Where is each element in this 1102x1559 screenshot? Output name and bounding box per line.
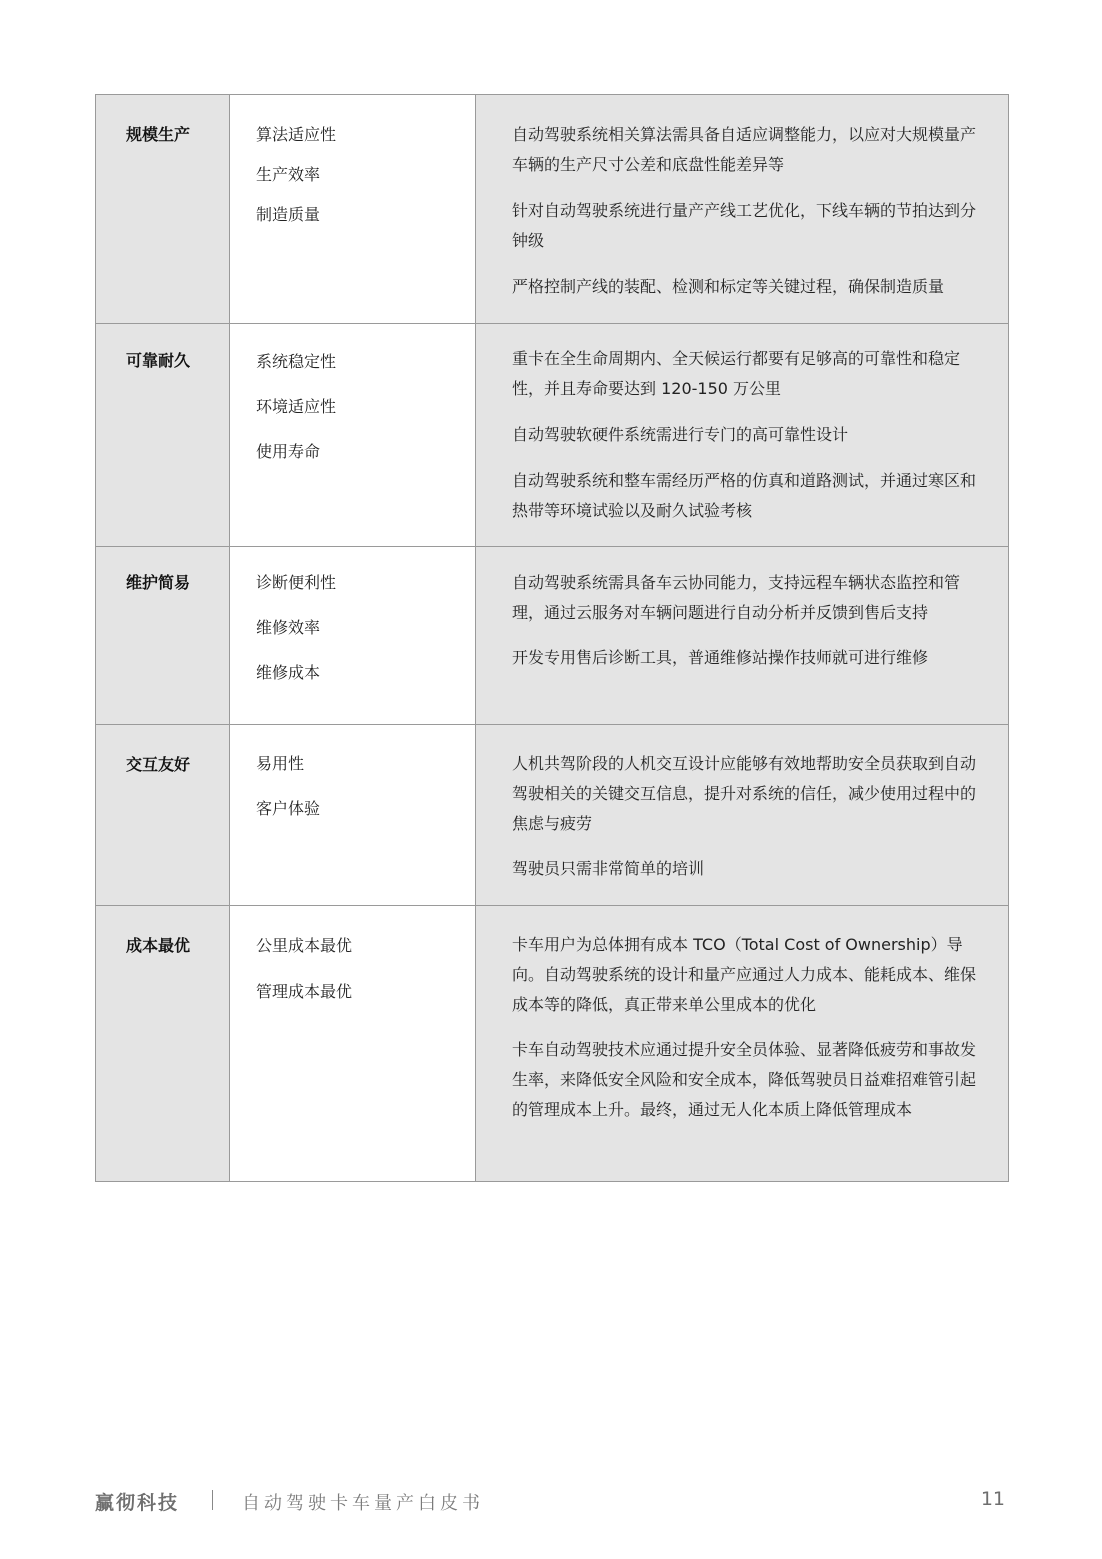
description-paragraph: 针对自动驾驶系统进行量产产线工艺优化，下线车辆的节拍达到分钟级 — [512, 201, 977, 250]
page-footer — [95, 1486, 1009, 1516]
description-paragraph: 重卡在全生命周期内、全天候运行都要有足够高的可靠性和稳定性，并且寿命要达到 120-150 万公里 — [512, 349, 961, 398]
subitem: 使用寿命 — [256, 442, 321, 461]
descriptions-cell — [476, 95, 1009, 324]
subitems-cell — [230, 324, 476, 547]
footer-document-title: 自动驾驶卡车量产白皮书 — [242, 1493, 484, 1514]
category-label: 维护简易 — [126, 573, 191, 592]
requirements-table — [95, 94, 1009, 1182]
subitem: 生产效率 — [256, 165, 321, 184]
subitem: 算法适应性 — [256, 125, 337, 144]
description-paragraph: 自动驾驶系统和整车需经历严格的仿真和道路测试，并通过寒区和热带等环境试验以及耐久试验考核 — [512, 471, 977, 520]
category-cell — [96, 324, 230, 547]
category-cell — [96, 725, 230, 906]
description-paragraph: 严格控制产线的装配、检测和标定等关键过程，确保制造质量 — [512, 277, 945, 296]
table-row — [96, 725, 1009, 906]
footer-divider — [212, 1490, 213, 1510]
subitem: 维修效率 — [256, 618, 321, 637]
table-row — [96, 547, 1009, 725]
description-paragraph: 人机共驾阶段的人机交互设计应能够有效地帮助安全员获取到自动驾驶相关的关键交互信息，提升对系统的信任，减少使用过程中的焦虑与疲劳 — [512, 754, 977, 833]
table-row — [96, 95, 1009, 324]
description-paragraph: 自动驾驶系统相关算法需具备自适应调整能力，以应对大规模量产车辆的生产尺寸公差和底盘性能差异等 — [512, 125, 977, 174]
subitem: 管理成本最优 — [256, 982, 353, 1001]
subitem: 维修成本 — [256, 663, 321, 682]
subitem: 制造质量 — [256, 205, 321, 224]
category-label: 可靠耐久 — [126, 351, 191, 370]
category-cell — [96, 95, 230, 324]
description-paragraph: 驾驶员只需非常简单的培训 — [512, 859, 705, 878]
table-row — [96, 906, 1009, 1182]
descriptions-cell — [476, 725, 1009, 906]
subitem: 易用性 — [256, 754, 305, 773]
table-row — [96, 324, 1009, 547]
description-paragraph: 自动驾驶软硬件系统需进行专门的高可靠性设计 — [512, 425, 849, 444]
subitem: 环境适应性 — [256, 397, 337, 416]
subitems-cell — [230, 95, 476, 324]
subitems-cell — [230, 906, 476, 1182]
category-label: 交互友好 — [126, 755, 191, 774]
description-paragraph: 卡车用户为总体拥有成本 TCO（Total Cost of Ownership）导向。自动驾驶系统的设计和量产应通过人力成本、能耗成本、维保成本等的降低，真正带来单公里成本的优化 — [512, 935, 977, 1014]
subitems-cell — [230, 547, 476, 725]
subitems-cell — [230, 725, 476, 906]
category-label: 规模生产 — [126, 125, 191, 144]
page-number: 11 — [980, 1488, 1005, 1510]
category-cell — [96, 906, 230, 1182]
description-paragraph: 自动驾驶系统需具备车云协同能力，支持远程车辆状态监控和管理，通过云服务对车辆问题进行自动分析并反馈到售后支持 — [512, 573, 961, 622]
subitem: 公里成本最优 — [256, 936, 353, 955]
category-label: 成本最优 — [126, 936, 191, 955]
subitem: 客户体验 — [256, 799, 321, 818]
category-cell — [96, 547, 230, 725]
descriptions-cell — [476, 906, 1009, 1182]
description-paragraph: 卡车自动驾驶技术应通过提升安全员体验、显著降低疲劳和事故发生率，来降低安全风险和安全成本，降低驾驶员日益难招难管引起的管理成本上升。最终，通过无人化本质上降低管理成本 — [512, 1040, 977, 1119]
subitem: 系统稳定性 — [256, 352, 337, 371]
descriptions-cell — [476, 547, 1009, 725]
footer-brand: 赢彻科技 — [95, 1492, 180, 1514]
description-paragraph: 开发专用售后诊断工具，普通维修站操作技师就可进行维修 — [512, 648, 929, 667]
subitem: 诊断便利性 — [256, 573, 337, 592]
descriptions-cell — [476, 324, 1009, 547]
